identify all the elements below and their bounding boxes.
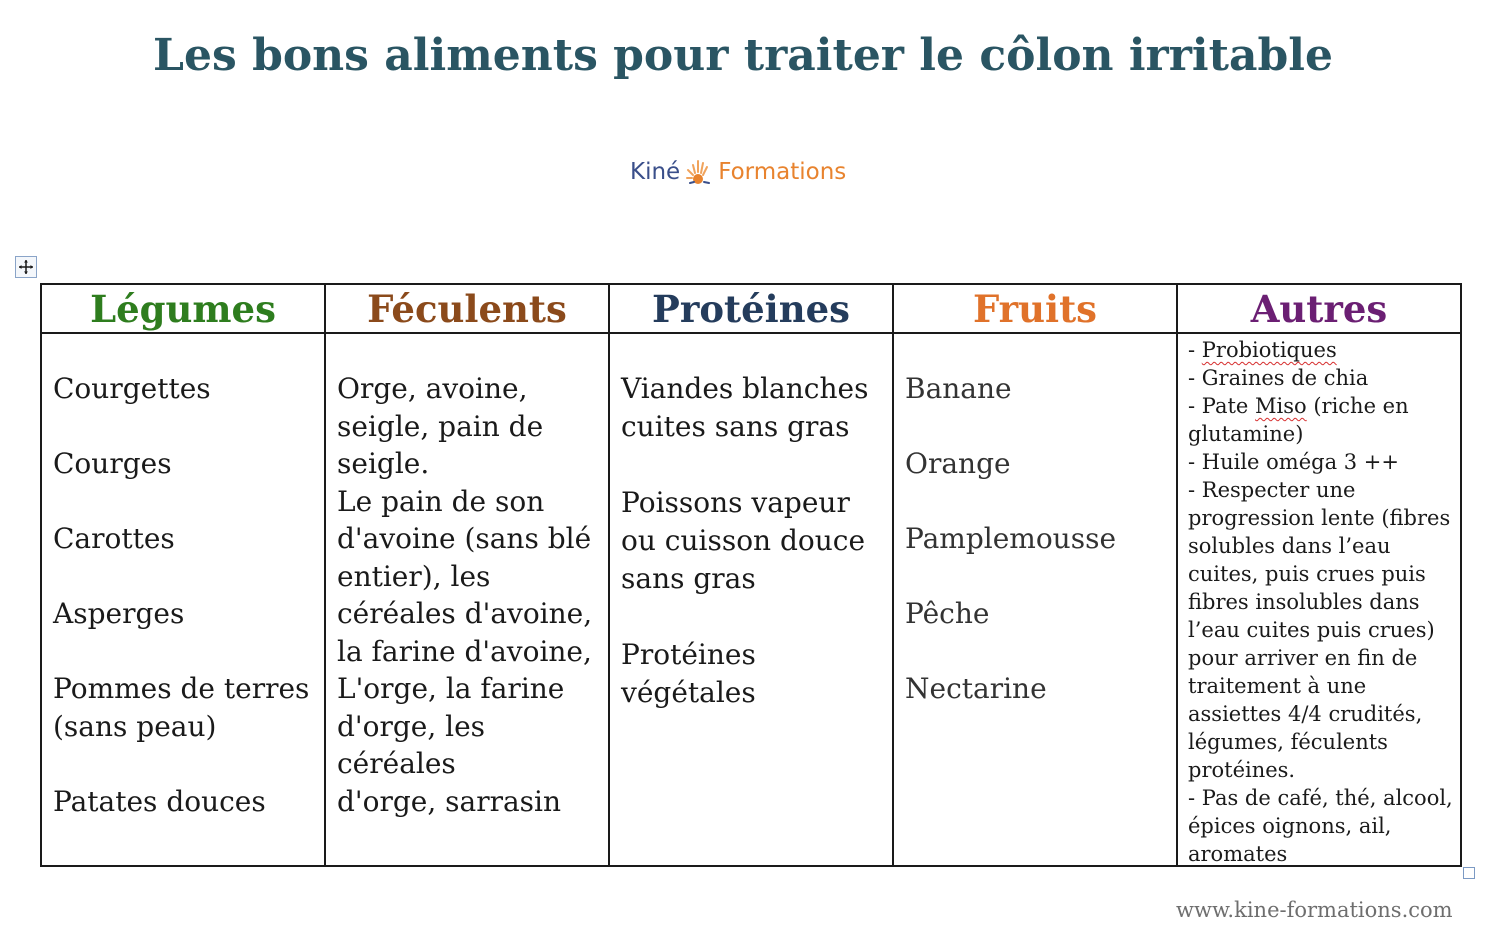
cell-fruits (893, 333, 1177, 866)
cell-feculents (325, 333, 609, 866)
header-fruits: Fruits (893, 284, 1177, 333)
spellcheck-word-probiotiques: Probiotiques (1201, 338, 1337, 362)
header-autres: Autres (1177, 284, 1461, 333)
autres-item-probiotiques (1188, 336, 1458, 364)
logo-text-formations: Formations (718, 159, 847, 185)
cell-autres (1177, 333, 1461, 866)
proteines-list: Viandes blanches cuites sans gras Poissons vapeur ou cuisson douce sans gras Protéines végétales (621, 372, 869, 709)
cell-legumes (41, 333, 325, 866)
move-arrows-icon (18, 259, 34, 275)
feculents-list: Orge, avoine, seigle, pain de seigle. Le pain de son d'avoine (sans blé entier), les céréales d'avoine, la farine d'avoine, L'orge, la farine d'orge, les céréales d'orge, sarrasin (337, 372, 593, 818)
table-move-handle[interactable] (15, 256, 37, 278)
header-feculents: Féculents (325, 284, 609, 333)
autres-item-cafe: - Pas de café, thé, alcool, épices oignons, ail, aromates (1188, 786, 1453, 866)
kine-formations-logo (630, 152, 846, 192)
autres-item-chia: - Graines de chia (1188, 366, 1369, 390)
autres-miso-prefix: - Pate (1188, 394, 1256, 418)
cell-proteines (609, 333, 893, 866)
legumes-list: Courgettes Courges Carottes Asperges Pommes de terres (sans peau) Patates douces (53, 372, 310, 818)
autres-item-omega: - Huile oméga 3 ++ (1188, 450, 1399, 474)
food-table (40, 283, 1462, 867)
page-title: Les bons aliments pour traiter le côlon irritable (153, 30, 1333, 81)
autres-item-miso (1188, 392, 1458, 448)
autres-item-progression: - Respecter une progression lente (fibres solubles dans l’eau cuites, puis crues puis fibres insolubles dans l’eau cuites puis crues) pour arriver en fin de traitement à une assiettes 4/4 crudités, légumes, féculents protéines. (1188, 478, 1451, 782)
autres-list (1188, 336, 1458, 868)
autres-probiotiques-prefix: - (1188, 338, 1202, 362)
header-proteines: Protéines (609, 284, 893, 333)
spellcheck-word-miso: Miso (1255, 394, 1307, 418)
hand-logo-icon (684, 155, 714, 189)
table-resize-handle[interactable] (1463, 867, 1475, 879)
footer-url: www.kine-formations.com (1176, 898, 1453, 922)
logo-text-kine: Kiné (630, 159, 681, 185)
fruits-list: Banane Orange Pamplemousse Pêche Nectarine (905, 372, 1117, 705)
autres-miso-suffix: (riche en glutamine) (1188, 394, 1409, 446)
header-legumes: Légumes (41, 284, 325, 333)
